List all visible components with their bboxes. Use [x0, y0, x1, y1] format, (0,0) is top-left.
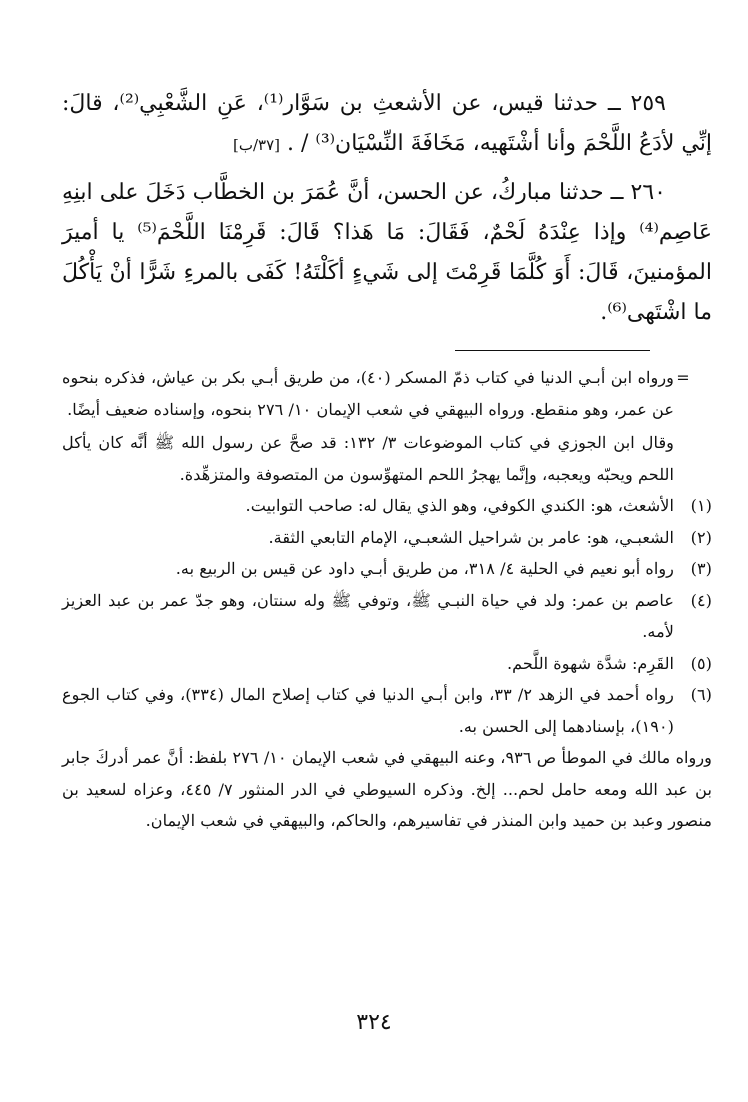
footnote-number: (٣) [690, 559, 712, 578]
footnote-number: (٤) [690, 590, 712, 610]
paragraph-259 [62, 84, 712, 165]
footnote-number: (٢) [690, 527, 712, 547]
continuation-mark: = [676, 368, 690, 387]
main-text [62, 84, 712, 333]
continued-footnote-para-2: وقال ابن الجوزي في كتاب الموضوعات ٣/ ١٣٢: قد صحَّ عن رسول الله ﷺ أنَّه كان يأكل اللحم ويحبّه ويعجبه، وإنَّما يهجرُ اللحم المتهوِّسون من المتصوفة والمتزهِّدة. [62, 433, 674, 484]
footnote-3 [62, 553, 712, 585]
paragraph-259-text: ٢٥٩ ــ حدثنا قيس، عن الأشعثِ بن سَوَّار⁽¹⁾، عَنِ الشَّعْبِي⁽²⁾، قالَ: إنِّي لأدَعُ اللَّحْمَ وأنا أشْتَهيه، مَخَافَةَ النِّسْيَان⁽³⁾ / . [62, 91, 712, 156]
page-number: ٣٢٤ [356, 1010, 392, 1035]
footnote-separator [455, 350, 650, 351]
footnote-number: (٥) [690, 653, 712, 673]
footnote-2 [62, 522, 712, 554]
footnote-text: الشعبـي، هو: عامر بن شراحيل الشعبـي، الإمام التابعي الثقة. [268, 527, 674, 547]
footnote-number: (٦) [690, 685, 712, 704]
footnote-6-continuation: ورواه مالك في الموطأ ص ٩٣٦، وعنه البيهقي في شعب الإيمان ١٠/ ٢٧٦ بلفظ: أنَّ عمر أدركَ جابر بن عبد الله ومعه حامل لحم... إلخ. وذكره السيوطي في الدر المنثور ٧/ ٤٤٥، وعزاه لسعيد بن منصور وعبد بن حميد وابن المنذر في تفاسيرهم، والحاكم، والبيهقي في شعب الإيمان. [62, 748, 712, 830]
paragraph-260 [62, 173, 712, 333]
footnote-4 [62, 585, 712, 648]
continued-footnote [62, 362, 674, 490]
footnotes-area [62, 362, 712, 837]
footnote-text: القَرِم: شدَّة شهوة اللَّحم. [506, 653, 674, 673]
footnote-1 [62, 490, 712, 522]
footnote-text: عاصم بن عمر: ولد في حياة النبـي ﷺ، وتوفي ﷺ وله سنتان، وهو جدّ عمر بن عبد العزيز لأمه. [62, 590, 674, 641]
paragraph-260-text: ٢٦٠ ــ حدثنا مباركُ، عن الحسن، أنَّ عُمَرَ بن الخطَّاب دَخَلَ على ابنِهِ عَاصِم⁽⁴⁾ وإذا عِنْدَهُ لَحْمٌ، فَقَالَ: مَا هَذا؟ قَالَ: قَرِمْنَا اللَّحْمَ⁽⁵⁾ يا أميرَ المؤمنينَ، قَالَ: أَوَ كُلَّمَا قَرِمْتَ إلى شَيءٍ أكَلْتَهُ! كَفَى بالمرءِ شَرًّا أنْ يَأْكُلَ ما اشْتَهى⁽⁶⁾. [62, 180, 713, 325]
footnote-text: رواه أبو نعيم في الحلية ٤/ ٣١٨، من طريق أبـي داود عن قيس بن الربيع به. [175, 559, 674, 578]
footnote-6 [62, 679, 712, 742]
continued-footnote-para-1: ورواه ابن أبـي الدنيا في كتاب ذمّ المسكر (٤٠)، من طريق أبـي بكر بن عياش، فذكره بنحوه عن عمر، وهو منقطع. ورواه البيهقي في شعب الإيمان ١٠/ ٢٧٦ بنحوه، وإسناده ضعيف أيضًا. [62, 368, 674, 419]
footnote-text: رواه أحمد في الزهد ٢/ ٣٣، وابن أبـي الدنيا في كتاب إصلاح المال (٣٣٤)، وفي كتاب الجوع (١٩٠)، بإسنادهما إلى الحسن به. [62, 685, 674, 736]
footnote-number: (١) [690, 496, 712, 515]
footnote-text: الأشعث، هو: الكندي الكوفي، وهو الذي يقال له: صاحب التوابيت. [245, 496, 674, 515]
manuscript-folio-marker: [٣٧/ب] [233, 136, 281, 154]
footnote-5 [62, 648, 712, 680]
